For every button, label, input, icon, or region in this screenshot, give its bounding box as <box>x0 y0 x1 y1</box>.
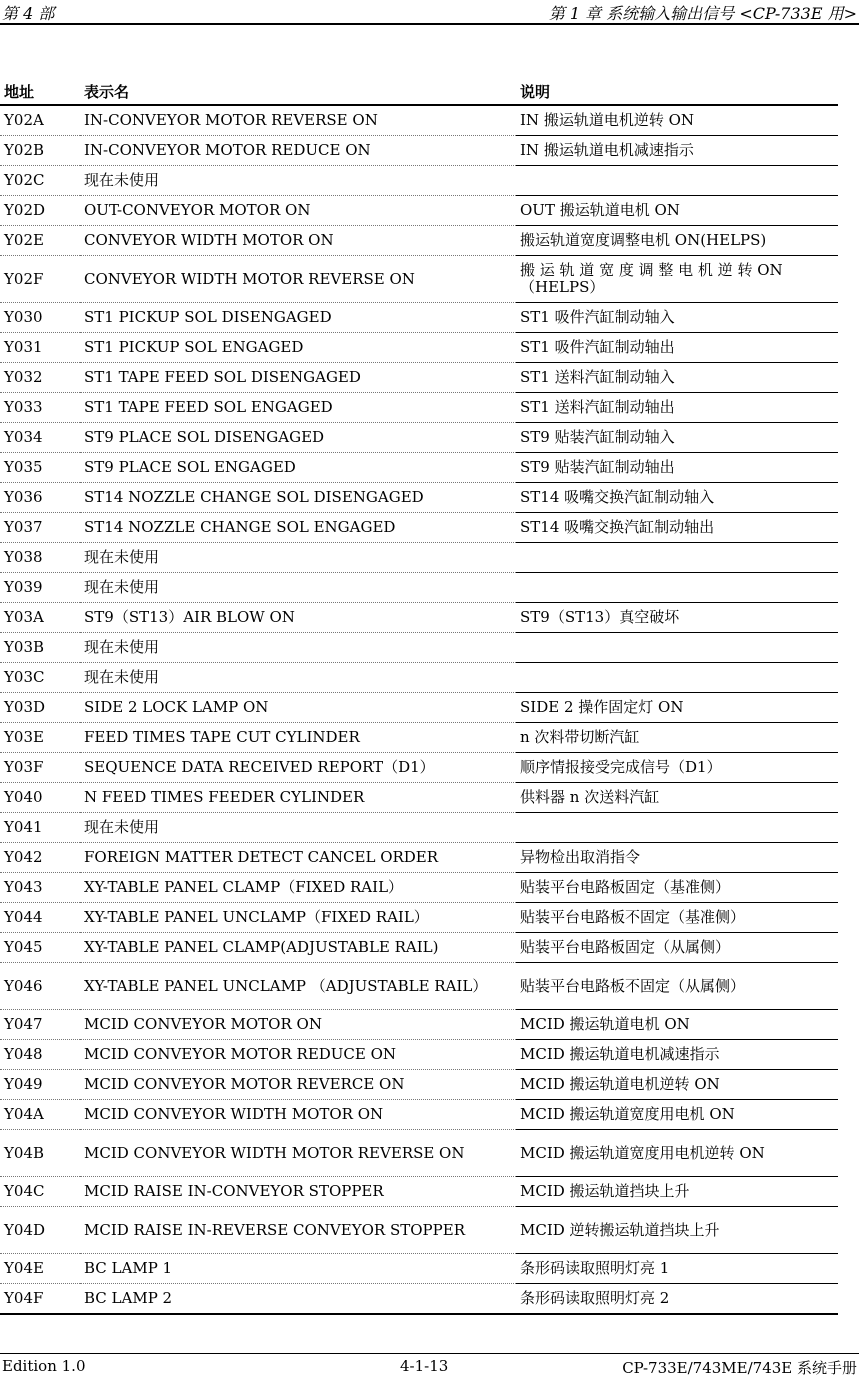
cell-name: MCID CONVEYOR WIDTH MOTOR REVERSE ON <box>80 1130 516 1177</box>
table-row <box>0 813 838 843</box>
cell-description: MCID 搬运轨道宽度用电机 ON <box>516 1100 838 1130</box>
table-row <box>0 1284 838 1315</box>
cell-address: Y04E <box>0 1254 80 1284</box>
table-row <box>0 1010 838 1040</box>
cell-address: Y031 <box>0 333 80 363</box>
cell-name: XY-TABLE PANEL CLAMP(ADJUSTABLE RAIL) <box>80 933 516 963</box>
cell-name: ST9（ST13）AIR BLOW ON <box>80 603 516 633</box>
table-row <box>0 483 838 513</box>
cell-description: MCID 搬运轨道宽度用电机逆转 ON <box>516 1130 838 1177</box>
cell-address: Y038 <box>0 543 80 573</box>
cell-address: Y02F <box>0 256 80 303</box>
table-row <box>0 963 838 1010</box>
cell-description: 贴装平台电路板不固定（从属侧） <box>516 963 838 1010</box>
cell-name: CONVEYOR WIDTH MOTOR REVERSE ON <box>80 256 516 303</box>
cell-name: FEED TIMES TAPE CUT CYLINDER <box>80 723 516 753</box>
table-row <box>0 1100 838 1130</box>
cell-name: SIDE 2 LOCK LAMP ON <box>80 693 516 723</box>
cell-description: n 次料带切断汽缸 <box>516 723 838 753</box>
cell-address: Y03F <box>0 753 80 783</box>
table-row <box>0 573 838 603</box>
cell-name: 现在未使用 <box>80 166 516 196</box>
cell-address: Y02B <box>0 136 80 166</box>
cell-name: FOREIGN MATTER DETECT CANCEL ORDER <box>80 843 516 873</box>
cell-description <box>516 543 838 573</box>
cell-name: OUT-CONVEYOR MOTOR ON <box>80 196 516 226</box>
cell-address: Y04A <box>0 1100 80 1130</box>
cell-description <box>516 573 838 603</box>
table-row <box>0 1254 838 1284</box>
cell-description: MCID 搬运轨道电机 ON <box>516 1010 838 1040</box>
cell-name: N FEED TIMES FEEDER CYLINDER <box>80 783 516 813</box>
cell-name: 现在未使用 <box>80 573 516 603</box>
table-row <box>0 423 838 453</box>
table-row <box>0 363 838 393</box>
cell-name: 现在未使用 <box>80 663 516 693</box>
cell-description: 供料器 n 次送料汽缸 <box>516 783 838 813</box>
cell-address: Y049 <box>0 1070 80 1100</box>
cell-description: MCID 搬运轨道电机逆转 ON <box>516 1070 838 1100</box>
cell-name: ST9 PLACE SOL DISENGAGED <box>80 423 516 453</box>
table-row <box>0 1177 838 1207</box>
cell-description <box>516 813 838 843</box>
cell-address: Y03A <box>0 603 80 633</box>
footer-page-number: 4-1-13 <box>400 1357 449 1375</box>
cell-description: ST14 吸嘴交换汽缸制动轴出 <box>516 513 838 543</box>
table-row <box>0 633 838 663</box>
cell-name: IN-CONVEYOR MOTOR REVERSE ON <box>80 105 516 136</box>
cell-name: ST14 NOZZLE CHANGE SOL DISENGAGED <box>80 483 516 513</box>
cell-address: Y02E <box>0 226 80 256</box>
cell-address: Y047 <box>0 1010 80 1040</box>
cell-name: XY-TABLE PANEL UNCLAMP（FIXED RAIL） <box>80 903 516 933</box>
cell-name: ST1 TAPE FEED SOL ENGAGED <box>80 393 516 423</box>
table-row <box>0 1070 838 1100</box>
cell-name: ST1 PICKUP SOL DISENGAGED <box>80 303 516 333</box>
cell-description: 贴装平台电路板固定（从属侧） <box>516 933 838 963</box>
cell-address: Y032 <box>0 363 80 393</box>
footer-rule <box>0 1353 859 1354</box>
table-row <box>0 303 838 333</box>
table-row <box>0 663 838 693</box>
cell-address: Y048 <box>0 1040 80 1070</box>
cell-description: 条形码读取照明灯亮 2 <box>516 1284 838 1315</box>
cell-description <box>516 633 838 663</box>
page-footer <box>0 1353 859 1377</box>
cell-address: Y040 <box>0 783 80 813</box>
cell-description: 贴装平台电路板不固定（基准侧） <box>516 903 838 933</box>
cell-description: ST1 吸件汽缸制动轴出 <box>516 333 838 363</box>
cell-name: XY-TABLE PANEL CLAMP（FIXED RAIL） <box>80 873 516 903</box>
cell-address: Y03E <box>0 723 80 753</box>
cell-description: ST1 吸件汽缸制动轴入 <box>516 303 838 333</box>
cell-address: Y04B <box>0 1130 80 1177</box>
table-row <box>0 543 838 573</box>
cell-name: ST1 PICKUP SOL ENGAGED <box>80 333 516 363</box>
footer-manual-title: CP-733E/743ME/743E 系统手册 <box>622 1359 857 1377</box>
cell-address: Y03C <box>0 663 80 693</box>
cell-address: Y02D <box>0 196 80 226</box>
table-row <box>0 693 838 723</box>
table-row <box>0 753 838 783</box>
table-row <box>0 453 838 483</box>
cell-address: Y037 <box>0 513 80 543</box>
cell-description: 异物检出取消指令 <box>516 843 838 873</box>
cell-name: ST14 NOZZLE CHANGE SOL ENGAGED <box>80 513 516 543</box>
cell-address: Y04F <box>0 1284 80 1315</box>
cell-name: IN-CONVEYOR MOTOR REDUCE ON <box>80 136 516 166</box>
cell-description: SIDE 2 操作固定灯 ON <box>516 693 838 723</box>
cell-name: MCID RAISE IN-REVERSE CONVEYOR STOPPER <box>80 1207 516 1254</box>
cell-name: SEQUENCE DATA RECEIVED REPORT（D1） <box>80 753 516 783</box>
cell-name: ST1 TAPE FEED SOL DISENGAGED <box>80 363 516 393</box>
table-row <box>0 873 838 903</box>
io-signal-table <box>0 76 838 1315</box>
table-body <box>0 105 838 1314</box>
cell-address: Y04D <box>0 1207 80 1254</box>
cell-description: MCID 搬运轨道挡块上升 <box>516 1177 838 1207</box>
table-row <box>0 723 838 753</box>
column-header-description: 说明 <box>516 76 838 105</box>
cell-description: MCID 搬运轨道电机减速指示 <box>516 1040 838 1070</box>
cell-name: MCID CONVEYOR WIDTH MOTOR ON <box>80 1100 516 1130</box>
cell-address: Y041 <box>0 813 80 843</box>
column-header-name: 表示名 <box>80 76 516 105</box>
cell-name: ST9 PLACE SOL ENGAGED <box>80 453 516 483</box>
table-row <box>0 843 838 873</box>
cell-description: ST1 送料汽缸制动轴入 <box>516 363 838 393</box>
cell-name: 现在未使用 <box>80 543 516 573</box>
cell-description: 顺序情报接受完成信号（D1） <box>516 753 838 783</box>
cell-address: Y035 <box>0 453 80 483</box>
cell-address: Y046 <box>0 963 80 1010</box>
table-row <box>0 105 838 136</box>
table-row <box>0 166 838 196</box>
header-part: 第 4 部 <box>2 4 55 23</box>
table-header-row <box>0 76 838 105</box>
cell-description <box>516 166 838 196</box>
cell-description: 条形码读取照明灯亮 1 <box>516 1254 838 1284</box>
cell-description: 贴装平台电路板固定（基准侧） <box>516 873 838 903</box>
table-row <box>0 196 838 226</box>
cell-address: Y036 <box>0 483 80 513</box>
header-chapter: 第 1 章 系统输入输出信号 <CP-733E 用> <box>548 4 857 23</box>
table-row <box>0 783 838 813</box>
cell-address: Y034 <box>0 423 80 453</box>
cell-description: MCID 逆转搬运轨道挡块上升 <box>516 1207 838 1254</box>
cell-name: XY-TABLE PANEL UNCLAMP （ADJUSTABLE RAIL） <box>80 963 516 1010</box>
cell-description: ST9（ST13）真空破坏 <box>516 603 838 633</box>
cell-name: MCID RAISE IN-CONVEYOR STOPPER <box>80 1177 516 1207</box>
cell-name: BC LAMP 2 <box>80 1284 516 1315</box>
table-row <box>0 136 838 166</box>
cell-address: Y039 <box>0 573 80 603</box>
table-row <box>0 256 838 303</box>
table-row <box>0 1130 838 1177</box>
cell-description: IN 搬运轨道电机减速指示 <box>516 136 838 166</box>
table-row <box>0 603 838 633</box>
cell-address: Y02C <box>0 166 80 196</box>
footer-edition: Edition 1.0 <box>2 1357 86 1375</box>
cell-address: Y04C <box>0 1177 80 1207</box>
cell-address: Y03D <box>0 693 80 723</box>
table-row <box>0 903 838 933</box>
cell-name: MCID CONVEYOR MOTOR REVERCE ON <box>80 1070 516 1100</box>
cell-address: Y042 <box>0 843 80 873</box>
cell-address: Y045 <box>0 933 80 963</box>
cell-address: Y03B <box>0 633 80 663</box>
cell-description: ST9 贴装汽缸制动轴入 <box>516 423 838 453</box>
table-row <box>0 513 838 543</box>
table-row <box>0 933 838 963</box>
column-header-address: 地址 <box>0 76 80 105</box>
table-row <box>0 1207 838 1254</box>
cell-address: Y044 <box>0 903 80 933</box>
cell-name: 现在未使用 <box>80 813 516 843</box>
cell-name: MCID CONVEYOR MOTOR ON <box>80 1010 516 1040</box>
cell-description: ST1 送料汽缸制动轴出 <box>516 393 838 423</box>
cell-name: 现在未使用 <box>80 633 516 663</box>
cell-description: IN 搬运轨道电机逆转 ON <box>516 105 838 136</box>
header-rule <box>0 23 859 25</box>
cell-name: MCID CONVEYOR MOTOR REDUCE ON <box>80 1040 516 1070</box>
cell-description: ST9 贴装汽缸制动轴出 <box>516 453 838 483</box>
cell-name: CONVEYOR WIDTH MOTOR ON <box>80 226 516 256</box>
cell-description: 搬运轨道宽度调整电机 ON(HELPS) <box>516 226 838 256</box>
table-row <box>0 1040 838 1070</box>
cell-address: Y043 <box>0 873 80 903</box>
table-row <box>0 333 838 363</box>
cell-description: 搬 运 轨 道 宽 度 调 整 电 机 逆 转 ON （HELPS） <box>516 256 838 303</box>
page-header <box>0 0 859 24</box>
cell-description: OUT 搬运轨道电机 ON <box>516 196 838 226</box>
cell-address: Y033 <box>0 393 80 423</box>
cell-name: BC LAMP 1 <box>80 1254 516 1284</box>
table-row <box>0 226 838 256</box>
cell-address: Y030 <box>0 303 80 333</box>
cell-address: Y02A <box>0 105 80 136</box>
cell-description: ST14 吸嘴交换汽缸制动轴入 <box>516 483 838 513</box>
table-row <box>0 393 838 423</box>
cell-description <box>516 663 838 693</box>
